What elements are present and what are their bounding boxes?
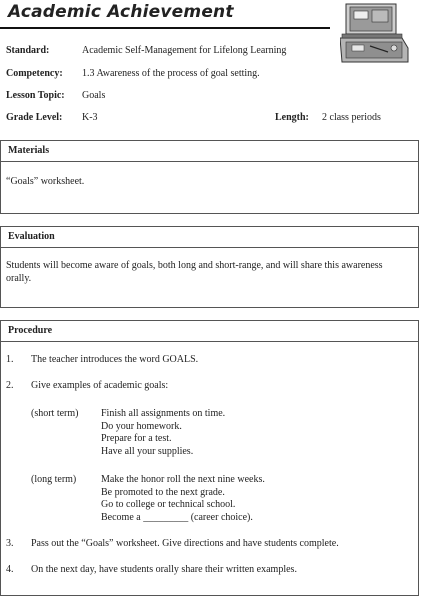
competency-value: 1.3 Awareness of the process of goal setting. (82, 68, 260, 79)
step-3-text: Pass out the “Goals” worksheet. Give directions and have students complete. (31, 538, 339, 549)
long-term-label: (long term) (31, 474, 77, 485)
evaluation-text-line-2: orally. (6, 273, 32, 284)
list-item: Finish all assignments on time. (101, 408, 226, 419)
length-label: Length: (275, 112, 309, 123)
step-1-text: The teacher introduces the word GOALS. (31, 354, 199, 365)
materials-divider (1, 161, 418, 162)
evaluation-text-line-1: Students will become aware of goals, both long and short-range, and will share this awareness (6, 260, 383, 271)
grade-level-label: Grade Level: (6, 112, 63, 123)
evaluation-divider (1, 247, 418, 248)
list-item: Prepare for a test. (101, 433, 172, 444)
step-4-text: On the next day, have students orally share their written examples. (31, 564, 297, 575)
step-number: 4. (6, 564, 14, 575)
list-item: Become a _________ (career choice). (101, 511, 253, 523)
title-underline (0, 27, 330, 29)
materials-text: “Goals” worksheet. (6, 176, 85, 187)
standard-value: Academic Self-Management for Lifelong Learning (82, 45, 287, 56)
briefcase-icon (340, 2, 410, 64)
short-term-label: (short term) (31, 408, 79, 419)
lesson-topic-label: Lesson Topic: (6, 90, 65, 101)
competency-label: Competency: (6, 68, 63, 79)
procedure-divider (1, 341, 418, 342)
step-2-text: Give examples of academic goals: (31, 380, 169, 391)
procedure-section (0, 320, 419, 596)
evaluation-heading: Evaluation (8, 231, 55, 242)
procedure-heading: Procedure (8, 325, 53, 336)
list-item: Do your homework. (101, 420, 182, 432)
standard-label: Standard: (6, 45, 50, 56)
list-item: Have all your supplies. (101, 445, 194, 457)
step-number: 2. (6, 380, 14, 391)
list-item: Be promoted to the next grade. (101, 486, 225, 498)
materials-heading: Materials (8, 145, 50, 156)
page-title: Academic Achievement (8, 2, 234, 22)
materials-section (0, 140, 419, 214)
step-number: 1. (6, 354, 14, 365)
list-item: Go to college or technical school. (101, 499, 236, 510)
list-item: Make the honor roll the next nine weeks. (101, 474, 265, 485)
evaluation-section (0, 226, 419, 308)
step-number: 3. (6, 538, 14, 549)
grade-level-value: K-3 (82, 112, 98, 123)
length-value: 2 class periods (322, 112, 381, 123)
lesson-topic-value: Goals (82, 90, 106, 101)
